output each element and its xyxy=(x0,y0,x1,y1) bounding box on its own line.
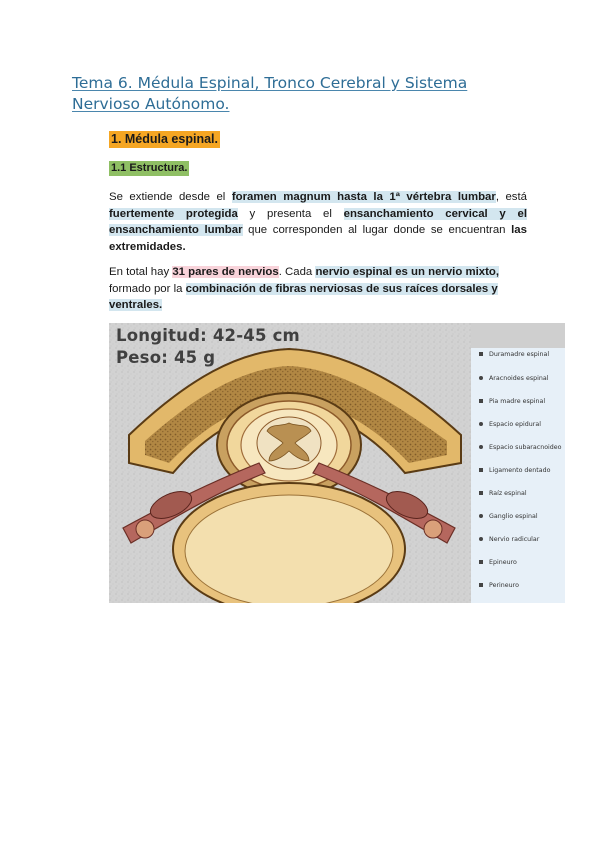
legend-label: Nervio radicular xyxy=(489,536,540,543)
text: En total hay xyxy=(109,266,173,278)
bullet-icon xyxy=(479,537,483,541)
legend-item xyxy=(479,513,538,520)
legend-item xyxy=(479,351,549,358)
legend-label: Ganglio espinal xyxy=(489,513,538,520)
bullet-icon xyxy=(479,422,483,426)
legend-label: Ligamento dentado xyxy=(489,467,551,474)
highlight: combinación de fibras nerviosas de sus raíces dorsales y ventrales. xyxy=(109,282,498,311)
legend-item xyxy=(479,398,545,405)
spinal-cord-figure xyxy=(109,323,565,603)
bullet-icon xyxy=(479,560,483,564)
highlight: fuertemente protegida xyxy=(109,207,238,220)
page-title: Tema 6. Médula Espinal, Tronco Cerebral y Sistema Nervioso Autónomo. xyxy=(72,74,468,113)
highlight: foramen magnum hasta la 1ª vértebra lumbar xyxy=(231,191,496,203)
legend-label: Epineuro xyxy=(489,559,517,566)
text: y presenta el xyxy=(237,207,344,220)
length-stat: Longitud: 42-45 cm xyxy=(116,326,300,345)
legend-label: Espacio subaracnoideo xyxy=(489,444,562,451)
paragraph-structure xyxy=(109,189,527,255)
legend-label: Perineuro xyxy=(489,582,519,589)
section-heading: 1. Médula espinal. xyxy=(111,132,218,146)
bullet-icon xyxy=(479,491,483,495)
legend-label: Espacio epidural xyxy=(489,421,541,428)
legend-label: Pia madre espinal xyxy=(489,398,546,405)
highlight: ensanchamiento cervical y el ensanchamiento lumbar xyxy=(109,207,527,236)
legend-item xyxy=(479,559,517,566)
text: . Cada xyxy=(278,266,316,278)
bullet-icon xyxy=(479,468,483,472)
legend-item xyxy=(479,421,541,428)
highlight: 31 pares de nervios xyxy=(172,266,279,278)
bullet-icon xyxy=(479,352,483,356)
legend-item xyxy=(479,375,548,382)
text: que corresponden al lugar donde se encuentran xyxy=(242,224,512,236)
subsection-heading: 1.1 Estructura. xyxy=(111,162,188,174)
bullet-icon xyxy=(479,583,483,587)
highlight: nervio espinal es un nervio mixto, xyxy=(315,266,500,278)
text: formado por la xyxy=(109,282,186,295)
legend-label: Raíz espinal xyxy=(489,490,527,497)
weight-stat: Peso: 45 g xyxy=(116,348,216,367)
bullet-icon xyxy=(479,399,483,403)
legend-item xyxy=(479,467,550,474)
paragraph-nerves xyxy=(109,264,527,314)
bullet-icon xyxy=(479,514,483,518)
figure-legend xyxy=(471,348,565,603)
legend-label: Aracnoides espinal xyxy=(489,375,549,382)
legend-label: Duramadre espinal xyxy=(489,351,550,358)
text: , está xyxy=(495,191,527,203)
legend-item xyxy=(479,490,527,497)
bullet-icon xyxy=(479,445,483,449)
bold-text: las extremidades. xyxy=(109,224,527,253)
bullet-icon xyxy=(479,376,483,380)
text: Se extiende desde el xyxy=(109,191,232,203)
legend-item xyxy=(479,536,539,543)
legend-item xyxy=(479,582,519,589)
legend-item xyxy=(479,444,562,451)
